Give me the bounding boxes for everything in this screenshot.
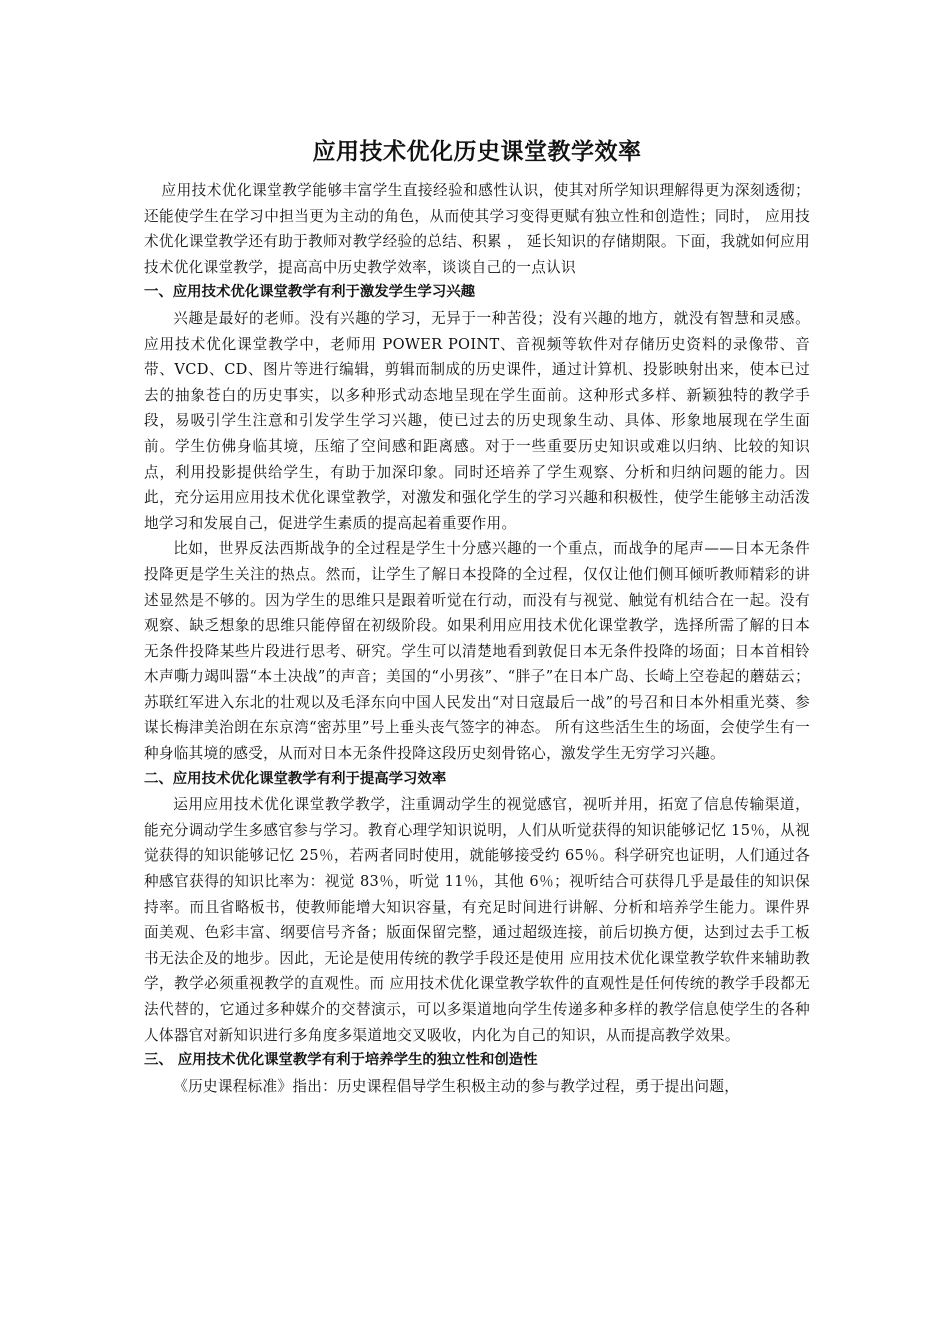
- intro-paragraph: 应用技术优化课堂教学能够丰富学生直接经验和感性认识，使其对所学知识理解得更为深刻透彻；还能使学生在学习中担当更为主动的角色，从而使其学习变得更赋有独立性和创造性；同时， 应用技术优化课堂教学还有助于教师对教学经验的总结、积累 ， 延长知识的存储期限。下面，我就如何应用技术优化课堂教学，提高高中历史教学效率，谈谈自己的一点认识: [144, 182, 810, 276]
- section-1-heading: 一、应用技术优化课堂教学有利于激发学生学习兴趣: [144, 284, 475, 301]
- section-2-paragraph-1: 运用应用技术优化课堂教学教学，注重调动学生的视觉感官，视听并用，拓宽了信息传输渠道，能充分调动学生多感官参与学习。教育心理学知识说明，人们从听觉获得的知识能够记忆 15％，从视觉获得的知识能够记忆 25％，若两者同时使用，就能够接受约 65％。科学研究也证明，人们通过各种感官获得的知识比率为：视觉 83％，听觉 11％，其他 6％；视听结合可获得几乎是最佳的知识保持率。而且省略板书，使教师能增大知识容量，有充足时间进行讲解、分析和培养学生能力。课件界面美观、色彩丰富、纲要信号齐备；版面保留完整，通过超级连接，前后切换方便，达到过去手工板书无法企及的地步。因此，无论是使用传统的教学手段还是使用 应用技术优化课堂教学软件来辅助教学，教学必须重视教学的直观性。而 应用技术优化课堂教学软件的直观性是任何传统的教学手段都无法代替的，它通过多种媒介的交替演示，可以多渠道地向学生传递多种多样的教学信息使学生的各种人体器官对新知识进行多角度多渠道地交叉吸收，内化为自己的知识，从而提高教学效果。: [144, 796, 810, 1044]
- section-3-heading: 三、 应用技术优化课堂教学有利于培养学生的独立性和创造性: [144, 1052, 538, 1069]
- document-body: [144, 134, 810, 1099]
- section-1-paragraph-1: 兴趣是最好的老师。没有兴趣的学习，无异于一种苦役；没有兴趣的地方，就没有智慧和灵感。 应用技术优化课堂教学中，老师用 POWER POINT、音视频等软件对存储历史资料的录像带、音带、VCD、CD、图片等进行编辑，剪辑而制成的历史课件，通过计算机、投影映射出来，使本已过去的抽象苍白的历史事实，以多种形式动态地呈现在学生面前。这种形式多样、新颖独特的教学手段，易吸引学生注意和引发学生学习兴趣，使已过去的历史现象生动、具体、形象地展现在学生面前。学生仿佛身临其境，压缩了空间感和距离感。对于一些重要历史知识或难以归纳、比较的知识点，利用投影提供给学生，有助于加深印象。同时还培养了学生观察、分析和归纳问题的能力。因此，充分运用应用技术优化课堂教学，对激发和强化学生的学习兴趣和积极性，使学生能够主动活泼地学习和发展自己，促进学生素质的提高起着重要作用。: [144, 309, 810, 532]
- document-title: 应用技术优化历史课堂教学效率: [312, 139, 642, 165]
- section-1-paragraph-2: 比如，世界反法西斯战争的全过程是学生十分感兴趣的一个重点，而战争的尾声——日本无条件投降更是学生关注的热点。然而，让学生了解日本投降的全过程，仅仅让他们侧耳倾听教师精彩的讲述显然是不够的。因为学生的思维只是跟着听觉在行动，而没有与视觉、触觉有机结合在一起。没有观察、缺乏想象的思维只能停留在初级阶段。如果利用应用技术优化课堂教学，选择所需了解的日本无条件投降某些片段进行思考、研究。学生可以清楚地看到敦促日本无条件投降的场面；日本首相铃木声嘶力竭叫嚣“本土决战”的声音；美国的“小男孩”、“胖子”在日本广岛、长崎上空卷起的蘑菇云；苏联红军进入东北的壮观以及毛泽东向中国人民发出“对日寇最后一战”的号召和日本外相重光葵、参谋长梅津美治朗在东京湾“密苏里”号上垂头丧气签字的神态。 所有这些活生生的场面，会使学生有一种身临其境的感受，从而对日本无条件投降这段历史刻骨铭心，激发学生无穷学习兴趣。: [144, 540, 810, 763]
- section-3-paragraph-1: 《历史课程标准》指出：历史课程倡导学生积极主动的参与教学过程，勇于提出问题，: [173, 1077, 740, 1095]
- section-2-heading: 二、应用技术优化课堂教学有利于提高学习效率: [144, 770, 447, 787]
